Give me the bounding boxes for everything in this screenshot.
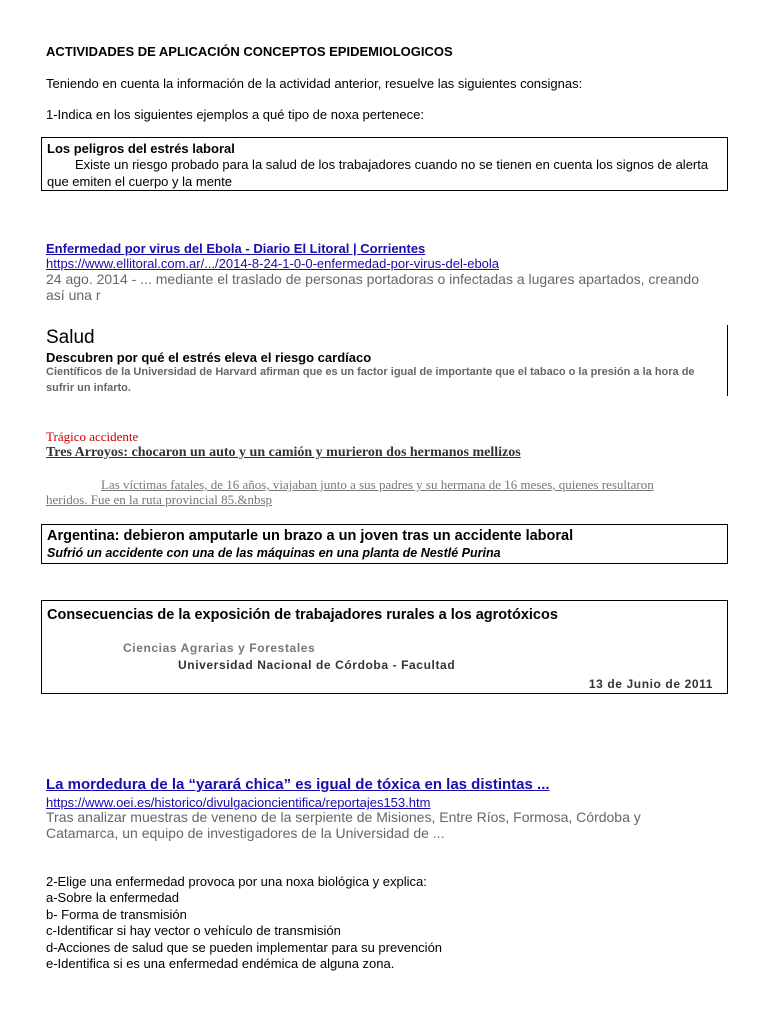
example-3-right-rule — [727, 325, 728, 396]
example-6-box — [41, 600, 728, 694]
document-title: ACTIVIDADES DE APLICACIÓN CONCEPTOS EPIDEMIOLOGICOS — [46, 44, 453, 59]
example-2-url-link[interactable]: https://www.ellitoral.com.ar/.../2014-8-24-1-0-0-enfermedad-por-virus-del-ebola — [46, 256, 500, 271]
example-3-summary-line1: Científicos de la Universidad de Harvard afirman que es un factor igual de importante que el tabaco o la presión a la hora de — [46, 366, 695, 378]
example-2-snippet-line2: así una r — [46, 287, 101, 303]
example-4-kicker: Trágico accidente — [46, 429, 139, 444]
example-6-title: Consecuencias de la exposición de trabajadores rurales a los agrotóxicos — [47, 607, 558, 623]
question-2-list — [46, 890, 442, 973]
example-1-title: Los peligros del estrés laboral — [47, 141, 235, 156]
example-7-url-link[interactable]: https://www.oei.es/historico/divulgacioncientifica/reportajes153.htm — [46, 795, 431, 810]
list-item: e-Identifica si es una enfermedad endémica de alguna zona. — [46, 956, 395, 971]
list-item: b- Forma de transmisión — [46, 906, 187, 922]
intro-text: Teniendo en cuenta la información de la actividad anterior, resuelve las siguientes consignas: — [46, 76, 583, 91]
example-7-snippet-line2: Catamarca, un equipo de investigadores de la Universidad de ... — [46, 825, 445, 841]
example-5-headline: Argentina: debieron amputarle un brazo a un joven tras un accidente laboral — [47, 528, 574, 544]
example-2-title-link[interactable]: Enfermedad por virus del Ebola - Diario El Litoral | Corrientes — [46, 241, 426, 256]
example-6-university: Universidad Nacional de Córdoba - Facultad — [178, 658, 456, 672]
example-1-body-line2: que emiten el cuerpo y la mente — [47, 174, 232, 189]
example-6-date: 13 de Junio de 2011 — [588, 677, 713, 691]
question-2-prompt: 2-Elige una enfermedad provoca por una noxa biológica y explica: — [46, 874, 427, 889]
list-item: d-Acciones de salud que se pueden implementar para su prevención — [46, 939, 443, 955]
example-7-title-link[interactable]: La mordedura de la “yarará chica” es igual de tóxica en las distintas ... — [46, 776, 550, 793]
example-1-box — [41, 137, 728, 191]
example-1-body-line1: Existe un riesgo probado para la salud de los trabajadores cuando no se tienen en cuenta los signos de alerta — [75, 157, 709, 172]
example-5-box — [41, 524, 728, 564]
example-4-body-line1: Las víctimas fatales, de 16 años, viajaban junto a sus padres y su hermana de 16 meses, quienes resultaron — [101, 477, 654, 492]
example-4-body-line2: heridos. Fue en la ruta provincial 85.&nbsp — [46, 492, 273, 507]
example-2-snippet-line1: 24 ago. 2014 - ... mediante el traslado de personas portadoras o infectadas a lugares apartados, creando — [46, 271, 699, 287]
example-4-headline-link[interactable]: Tres Arroyos: chocaron un auto y un camión y murieron dos hermanos mellizos — [46, 445, 521, 460]
list-item: c-Identificar si hay vector o vehículo de transmisión — [46, 923, 341, 938]
example-6-dept: Ciencias Agrarias y Forestales — [123, 641, 316, 655]
example-3-headline: Descubren por qué el estrés eleva el riesgo cardíaco — [46, 350, 372, 365]
example-7-snippet-line1: Tras analizar muestras de veneno de la serpiente de Misiones, Entre Ríos, Formosa, Córdoba y — [46, 809, 641, 825]
example-3-section: Salud — [46, 327, 95, 348]
example-5-subhead: Sufrió un accidente con una de las máquinas en una planta de Nestlé Purina — [47, 546, 501, 560]
example-3-summary-line2: sufrir un infarto. — [46, 382, 131, 394]
list-item: a-Sobre la enfermedad — [46, 890, 179, 905]
question-1: 1-Indica en los siguientes ejemplos a qué tipo de noxa pertenece: — [46, 107, 424, 122]
